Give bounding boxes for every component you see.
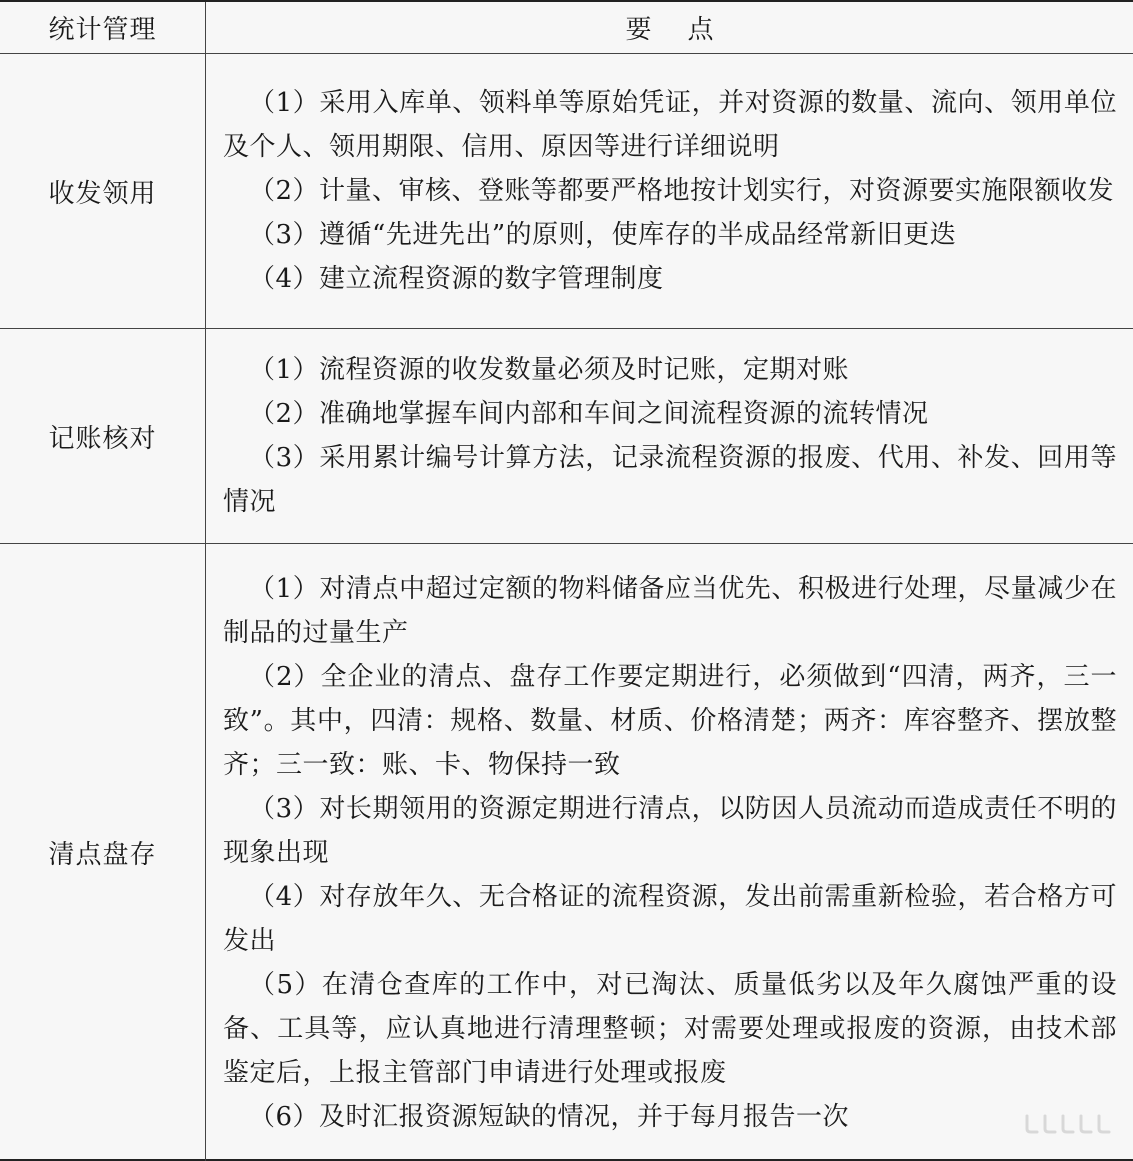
point-item: （2）全企业的清点、盘存工作要定期进行，必须做到“四清，两齐，三一致”。其中，四清：规格、数量、材质、价格清楚；两齐：库容整齐、摆放整齐；三一致：账、卡、物保持一致	[223, 661, 1117, 780]
point-item: （1）对清点中超过定额的物料储备应当优先、积极进行处理，尽量减少在制品的过量生产	[223, 573, 1117, 648]
header-category: 统计管理	[0, 2, 206, 53]
row-category: 收发领用	[0, 54, 206, 328]
point-item: （1）采用入库单、领料单等原始凭证，并对资源的数量、流向、领用单位及个人、领用期限、信用、原因等进行详细说明	[223, 88, 1117, 162]
table-row	[0, 54, 1133, 329]
point-item: （2）计量、审核、登账等都要严格地按计划实行，对资源要实施限额收发	[249, 176, 1115, 206]
row-category: 记账核对	[0, 329, 206, 543]
header-key-points-char-2: 点	[687, 15, 714, 45]
point-item: （3）对长期领用的资源定期进行清点，以防因人员流动而造成责任不明的现象出现	[223, 793, 1117, 868]
point-item: （5）在清仓查库的工作中，对已淘汰、质量低劣以及年久腐蚀严重的设备、工具等，应认真地进行清理整顿；对需要处理或报废的资源，由技术部鉴定后，上报主管部门申请进行处理或报废	[223, 969, 1117, 1088]
row-points	[206, 54, 1133, 328]
point-item: （3）遵循“先进先出”的原则，使库存的半成品经常新旧更迭	[249, 220, 957, 250]
point-item: （4）对存放年久、无合格证的流程资源，发出前需重新检验，若合格方可发出	[223, 881, 1117, 956]
table-row	[0, 329, 1133, 544]
point-item: （2）准确地掌握车间内部和车间之间流程资源的流转情况	[249, 399, 929, 429]
point-item: （6）及时汇报资源短缺的情况，并于每月报告一次	[249, 1101, 850, 1132]
watermark-icon	[1023, 1113, 1111, 1135]
header-key-points-char-1: 要	[625, 15, 652, 45]
table-row	[0, 544, 1133, 1161]
row-points	[206, 329, 1133, 543]
table-header-row	[0, 2, 1133, 54]
header-key-points	[206, 2, 1133, 53]
point-item: （3）采用累计编号计算方法，记录流程资源的报废、代用、补发、回用等情况	[223, 443, 1117, 517]
point-item: （4）建立流程资源的数字管理制度	[249, 264, 664, 294]
row-points	[206, 544, 1133, 1161]
point-item: （1）流程资源的收发数量必须及时记账，定期对账	[249, 355, 850, 385]
row-category: 清点盘存	[0, 544, 206, 1161]
